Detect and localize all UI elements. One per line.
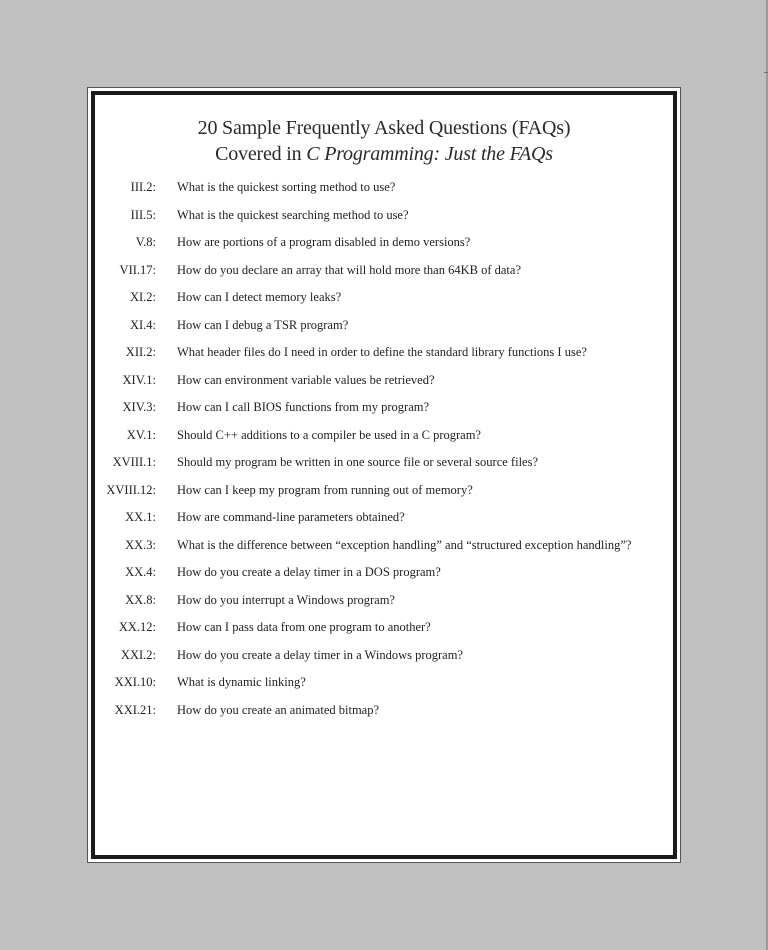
- title-line-2: [95, 141, 673, 167]
- faq-question: How do you declare an array that will hold more than 64KB of data?: [177, 262, 521, 277]
- faq-number: III.2:: [130, 180, 156, 194]
- document-title: [95, 115, 673, 167]
- faq-number: XII.2:: [125, 345, 156, 359]
- book-title: C Programming: Just the FAQs: [306, 143, 553, 165]
- faq-number: XI.2:: [129, 290, 156, 304]
- faq-question: Should C++ additions to a compiler be used in a C program?: [177, 427, 481, 442]
- document-page: [87, 87, 681, 863]
- faq-number: XX.12:: [118, 620, 156, 634]
- document-border: [91, 91, 677, 859]
- faq-item: [95, 263, 673, 291]
- faq-number: XI.4:: [129, 317, 156, 332]
- faq-item: [95, 373, 673, 401]
- faq-item: [95, 208, 673, 236]
- faq-item: [95, 400, 673, 428]
- faq-number: VII.17:: [119, 262, 156, 277]
- faq-question: How can I call BIOS functions from my program?: [177, 400, 430, 414]
- faq-item: [95, 483, 673, 511]
- faq-number: XXI.21:: [114, 702, 156, 717]
- faq-number: XIV.1:: [122, 372, 156, 387]
- faq-question: How can I keep my program from running out of memory?: [177, 482, 473, 497]
- faq-number: XXI.10:: [114, 675, 156, 689]
- faq-question: What is the quickest sorting method to use?: [177, 180, 396, 194]
- faq-question: How can environment variable values be retrieved?: [177, 372, 435, 387]
- viewport-edge-tick: [764, 72, 768, 73]
- faq-number: XV.1:: [126, 427, 156, 442]
- faq-question: How can I debug a TSR program?: [177, 317, 349, 332]
- faq-number: XX.1:: [125, 510, 156, 524]
- faq-question: How are command-line parameters obtained?: [177, 510, 405, 524]
- faq-question: How do you create a delay timer in a Windows program?: [177, 647, 463, 662]
- faq-item: [95, 290, 673, 318]
- faq-question: How do you create an animated bitmap?: [177, 702, 380, 717]
- faq-number: XX.3:: [125, 537, 156, 552]
- faq-question: What is the difference between “exception handling” and “structured exception handling”?: [177, 537, 632, 552]
- faq-item: [95, 345, 673, 373]
- faq-item: [95, 620, 673, 648]
- faq-question: How are portions of a program disabled in demo versions?: [177, 235, 471, 249]
- faq-item: [95, 235, 673, 263]
- title-line-1: 20 Sample Frequently Asked Questions (FAQs): [197, 117, 571, 139]
- faq-item: [95, 593, 673, 621]
- faq-question: How do you create a delay timer in a DOS program?: [177, 565, 441, 579]
- faq-question: How can I pass data from one program to another?: [177, 620, 431, 634]
- faq-number: XXI.2:: [120, 647, 156, 662]
- faq-number: XIV.3:: [122, 400, 156, 414]
- title-prefix: Covered in: [215, 143, 307, 165]
- faq-number: XX.8:: [125, 592, 156, 607]
- faq-item: [95, 675, 673, 703]
- faq-item: [95, 510, 673, 538]
- faq-item: [95, 455, 673, 483]
- faq-question: What is the quickest searching method to use?: [177, 207, 409, 222]
- faq-item: [95, 703, 673, 731]
- faq-item: [95, 180, 673, 208]
- faq-list: [95, 180, 673, 730]
- faq-item: [95, 565, 673, 593]
- faq-number: XVIII.12:: [106, 482, 156, 497]
- faq-item: [95, 538, 673, 566]
- faq-number: III.5:: [130, 207, 156, 222]
- faq-number: XVIII.1:: [112, 455, 156, 469]
- faq-question: How can I detect memory leaks?: [177, 290, 342, 304]
- faq-question: Should my program be written in one source file or several source files?: [177, 455, 538, 469]
- faq-item: [95, 428, 673, 456]
- faq-question: What header files do I need in order to define the standard library functions I use?: [177, 345, 587, 359]
- faq-question: How do you interrupt a Windows program?: [177, 592, 395, 607]
- faq-item: [95, 648, 673, 676]
- faq-number: V.8:: [135, 235, 156, 249]
- faq-item: [95, 318, 673, 346]
- faq-question: What is dynamic linking?: [177, 675, 306, 689]
- faq-number: XX.4:: [125, 565, 156, 579]
